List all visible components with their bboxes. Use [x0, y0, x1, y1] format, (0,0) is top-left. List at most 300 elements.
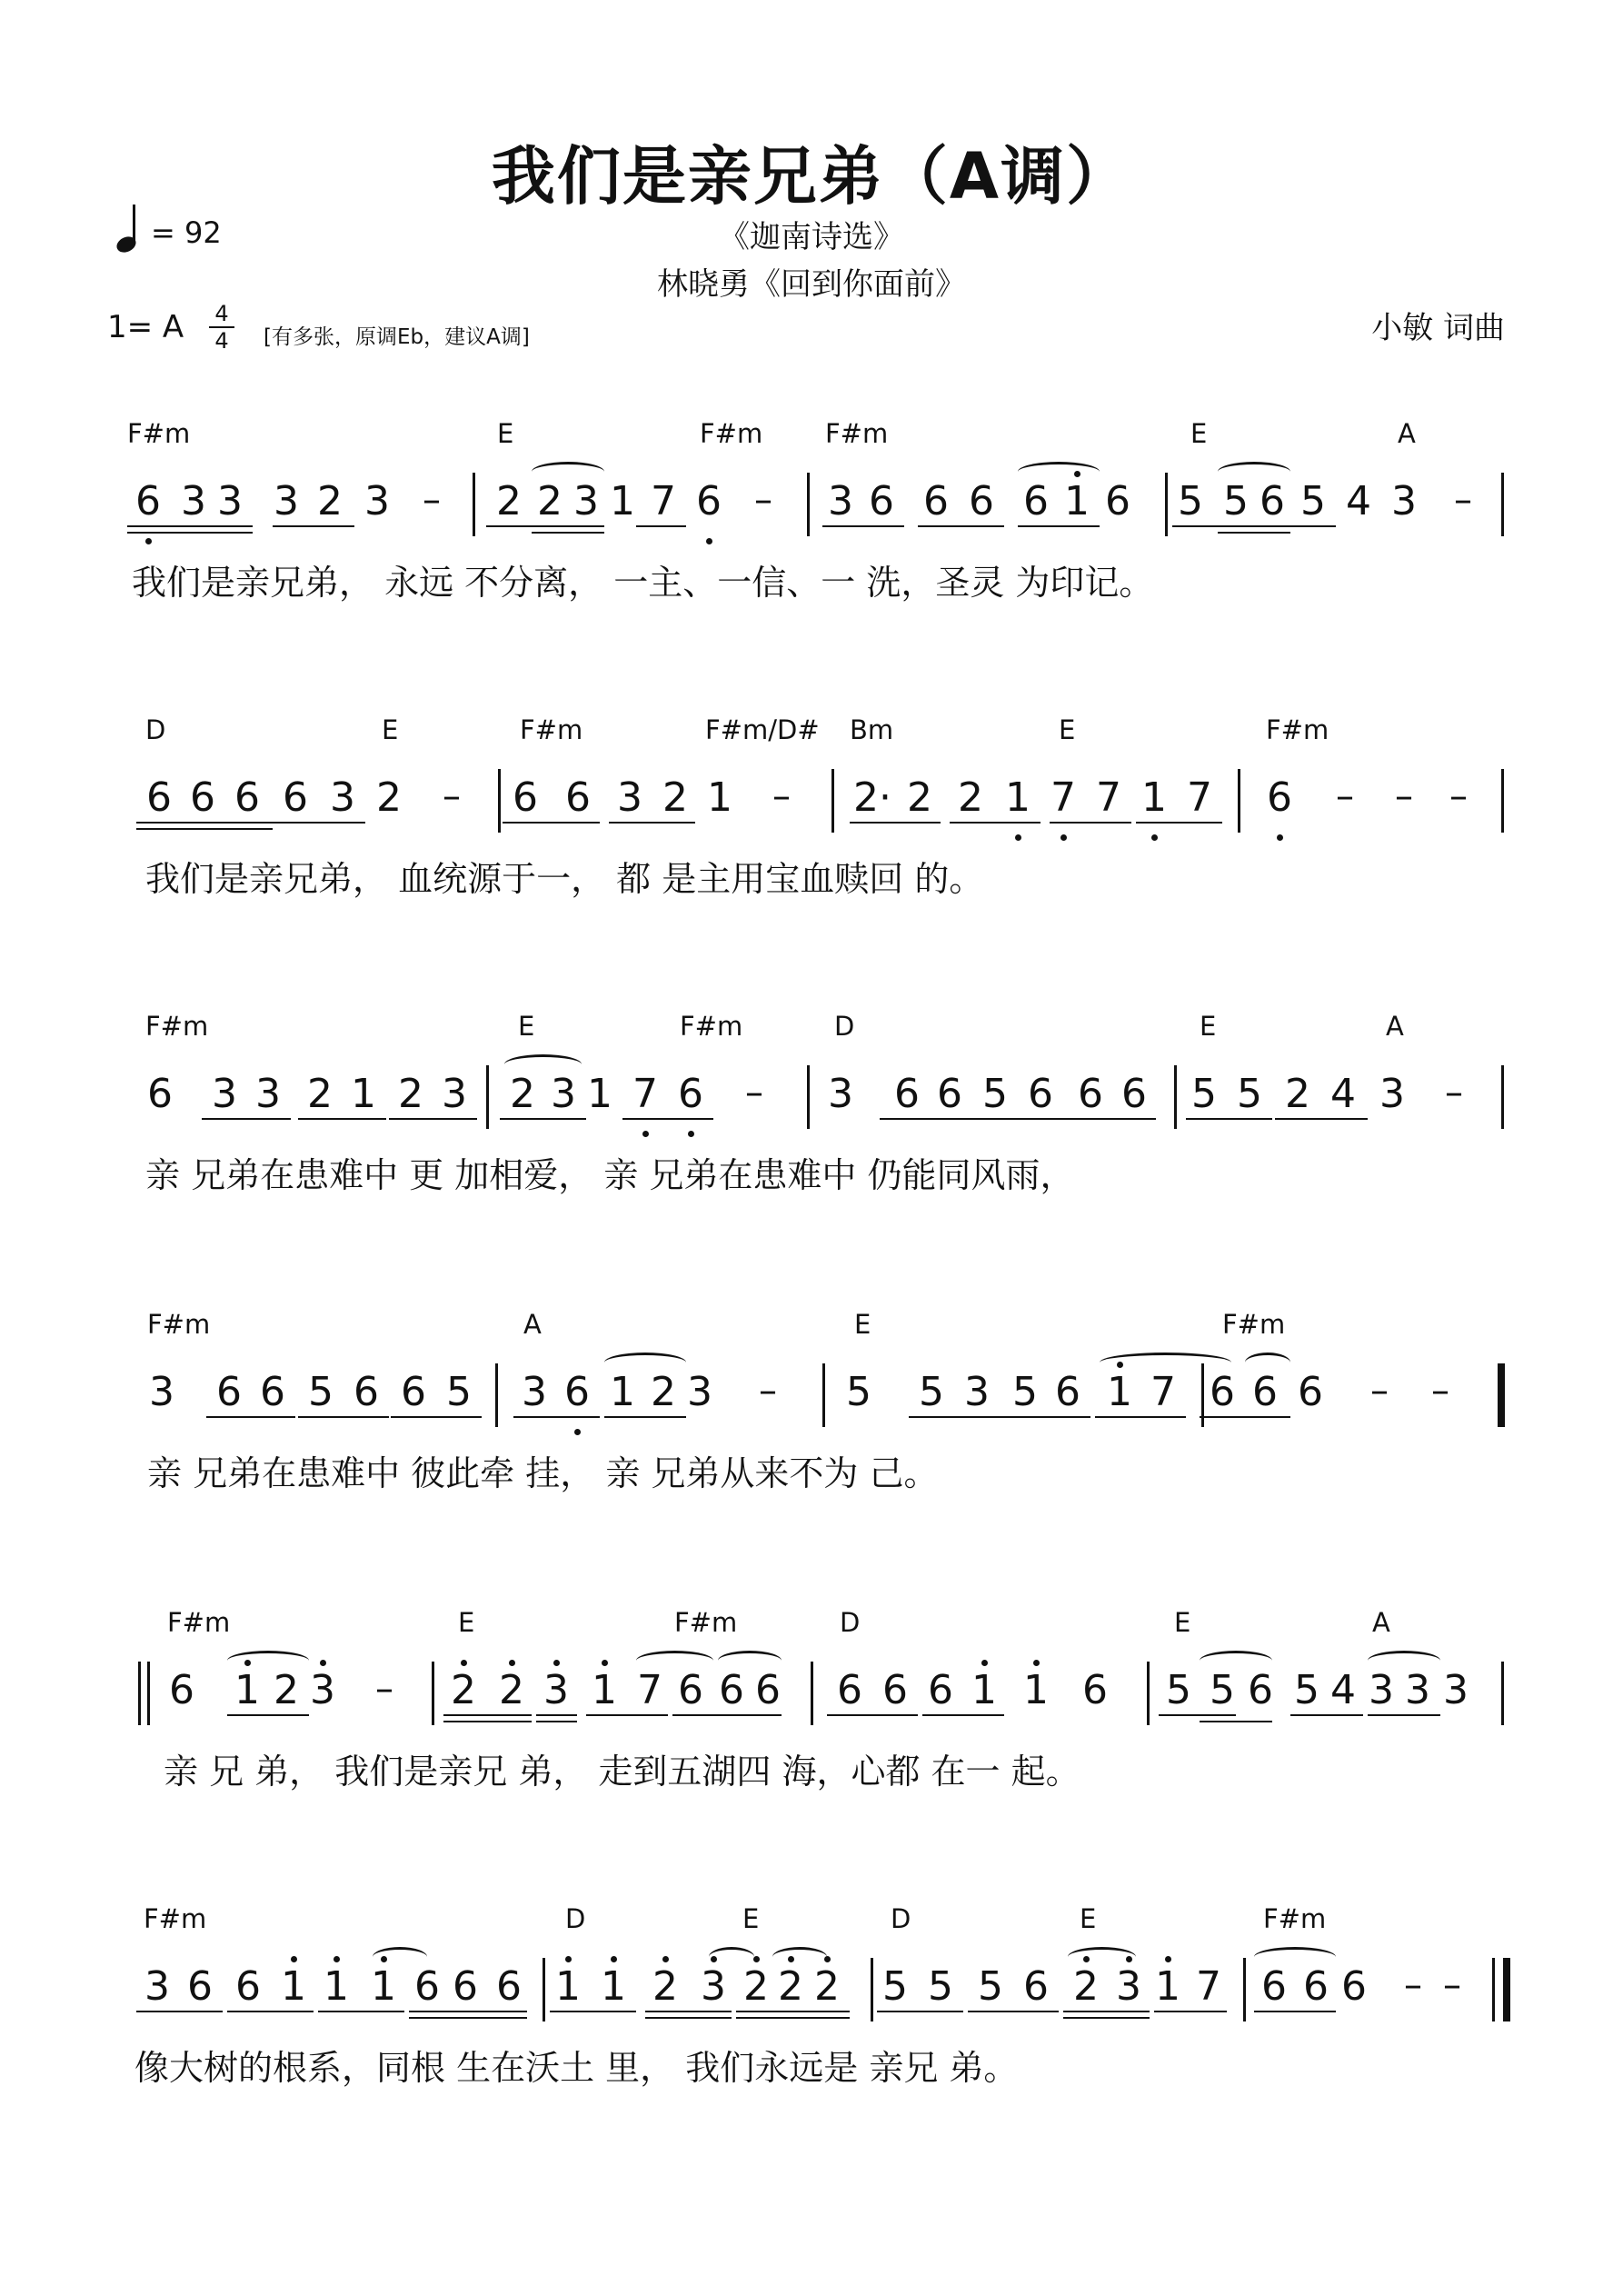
chord-symbol: F#m: [680, 1011, 743, 1042]
note-digit: 6: [1260, 478, 1285, 524]
bar-line: [1501, 1065, 1504, 1129]
sustain-dash: –: [745, 1072, 763, 1113]
lyric-line: 像大树的根系，同根 生在沃土 里， 我们永远是 亲兄 弟。: [134, 2048, 1019, 2088]
score-section: [0, 418, 1623, 709]
bar-line: [498, 769, 501, 833]
note-digit: 3: [255, 1071, 281, 1117]
chord-symbol: F#m: [167, 1607, 231, 1638]
beam-line: [202, 1118, 291, 1120]
note-digit: 6: [755, 1667, 781, 1713]
upper-octave-dot: [711, 1956, 717, 1962]
note-digit: 7: [1096, 774, 1121, 821]
chord-symbol: F#m: [674, 1607, 738, 1638]
chord-symbol: F#m: [700, 418, 763, 449]
beam-line: [1159, 1714, 1236, 1716]
beam-line: [298, 1416, 389, 1418]
note-digit: 6: [564, 1369, 590, 1415]
upper-octave-dot: [1033, 1660, 1040, 1666]
upper-octave-dot: [788, 1956, 794, 1962]
beam-line: [877, 2011, 963, 2012]
chord-symbol: D: [840, 1607, 861, 1638]
note-digit: 6: [496, 1963, 522, 2010]
beam-line: [513, 1416, 600, 1418]
note-digit: 7: [632, 1071, 658, 1117]
key-signature: 1= A: [107, 309, 184, 345]
beam-line: [586, 1714, 668, 1716]
tempo-value: = 92: [151, 215, 222, 250]
beam-line: [136, 2011, 223, 2012]
note-digit: 3: [442, 1071, 467, 1117]
bar-line: [486, 1065, 489, 1129]
note-digit: 5: [1012, 1369, 1038, 1415]
sustain-dash: –: [1445, 1072, 1463, 1113]
beam-line: [1368, 1714, 1440, 1716]
note-digit: 5: [882, 1963, 908, 2010]
key-note: [有多张，原调Eb，建议A调]: [264, 325, 530, 349]
note-digit: 6: [146, 774, 172, 821]
upper-octave-dot: [1126, 1956, 1132, 1962]
tie-arc: [636, 1651, 713, 1671]
beam-line: [1018, 525, 1100, 527]
beam-line: [922, 1714, 1004, 1716]
note-digit: 6: [1082, 1667, 1108, 1713]
note-digit: 1: [592, 1667, 617, 1713]
sustain-dash: –: [1454, 479, 1472, 521]
beam-line: [880, 1118, 972, 1120]
note-digit: 2: [907, 774, 932, 821]
note-digit: 5: [978, 1963, 1003, 2010]
beam-line: [1200, 1416, 1290, 1418]
upper-octave-dot: [565, 1956, 572, 1962]
note-digit: 5: [1223, 478, 1249, 524]
note-digit: 6: [1303, 1963, 1329, 2010]
bar-line: [138, 1662, 141, 1725]
note-digit: 6: [1121, 1071, 1147, 1117]
note-digit: 4: [1330, 1667, 1356, 1713]
note-digit: 6: [923, 478, 949, 524]
sustain-dash: –: [1404, 1964, 1422, 2006]
note-digit: 2: [651, 1369, 676, 1415]
chord-symbol: E: [458, 1607, 475, 1638]
beam-line: [950, 822, 1041, 824]
beam-line: [500, 1118, 586, 1120]
beam-line: [1218, 532, 1290, 534]
lower-octave-dot: [688, 1131, 694, 1137]
beam-line: [318, 2011, 404, 2012]
beam-line: [1154, 2011, 1227, 2012]
time-signature: [209, 303, 234, 352]
note-digit: 4: [1330, 1071, 1356, 1117]
note-digit: 2: [537, 478, 563, 524]
chord-symbol: A: [1386, 1011, 1404, 1042]
score-section: [0, 1309, 1623, 1600]
note-digit: 5: [1191, 1071, 1217, 1117]
note-digit: 1: [281, 1963, 306, 2010]
note-digit: 2: [778, 1963, 803, 2010]
upper-octave-dot: [981, 1660, 988, 1666]
source-line: 《迦南诗选》: [719, 219, 904, 255]
sustain-dash: –: [1370, 1370, 1389, 1412]
note-digit: 1: [555, 1963, 581, 2010]
note-digit: 2: [307, 1071, 333, 1117]
chord-symbol: E: [1190, 418, 1208, 449]
chord-symbol: D: [891, 1903, 911, 1934]
note-digit: 2: [662, 774, 688, 821]
note-digit: 6: [869, 478, 894, 524]
beam-line: [1200, 1721, 1272, 1722]
beam-line: [968, 2011, 1059, 2012]
bar-line: [1243, 1958, 1246, 2021]
note-digit: 6: [837, 1667, 862, 1713]
bar-line: [1147, 1662, 1150, 1725]
note-digit: 6: [147, 1071, 173, 1117]
note-digit: 6: [1252, 1369, 1278, 1415]
beam-line: [609, 822, 695, 824]
note-digit: 6: [135, 478, 161, 524]
bar-line: [811, 1662, 813, 1725]
chord-symbol: E: [1059, 714, 1076, 745]
upper-octave-dot: [1083, 1956, 1090, 1962]
note-digit: 6: [235, 1963, 261, 2010]
beam-line: [486, 525, 604, 527]
note-digit: 6: [1078, 1071, 1103, 1117]
note-digit: 6: [1298, 1369, 1323, 1415]
beam-line: [273, 525, 354, 527]
note-digit: 2: [814, 1963, 840, 2010]
lower-octave-dot: [1277, 834, 1283, 841]
score-section: [0, 1607, 1623, 1898]
chord-symbol: F#m: [1263, 1903, 1327, 1934]
chord-symbol: E: [1200, 1011, 1217, 1042]
note-digit: 3: [617, 774, 642, 821]
beam-line: [391, 1416, 482, 1418]
note-digit: 1: [1064, 478, 1090, 524]
lower-octave-dot: [1151, 834, 1158, 841]
note-digit: 5: [1237, 1071, 1262, 1117]
note-digit: 3: [181, 478, 206, 524]
note-digit: 6: [1055, 1369, 1080, 1415]
beam-line: [389, 1118, 477, 1120]
chord-symbol: E: [854, 1309, 871, 1340]
upper-octave-dot: [244, 1660, 251, 1666]
score-section: [0, 1011, 1623, 1302]
lower-octave-dot: [1060, 834, 1067, 841]
note-digit: 3: [212, 1071, 237, 1117]
note-digit: 6: [414, 1963, 440, 2010]
note-digit: 3: [701, 1963, 726, 2010]
sustain-dash: –: [1443, 1964, 1461, 2006]
upper-octave-dot: [824, 1956, 831, 1962]
beam-line: [1095, 1416, 1186, 1418]
lower-octave-dot: [574, 1429, 581, 1435]
note-digit: 6: [696, 478, 722, 524]
chord-symbol: F#m: [144, 1903, 207, 1934]
note-digit: 1: [601, 1963, 626, 2010]
upper-octave-dot: [509, 1660, 515, 1666]
beam-line: [1063, 2017, 1150, 2019]
chord-symbol: D: [834, 1011, 855, 1042]
note-digit: 2: [451, 1667, 476, 1713]
note-digit: 1: [234, 1667, 260, 1713]
note-digit: 3: [274, 478, 299, 524]
score-section: [0, 714, 1623, 1005]
chord-symbol: F#m: [1222, 1309, 1286, 1340]
sustain-dash: –: [443, 775, 461, 817]
note-digit: 6: [1210, 1369, 1235, 1415]
note-digit: 3: [144, 1963, 170, 2010]
note-digit: 3: [828, 478, 853, 524]
beam-line: [672, 1714, 782, 1716]
tie-arc: [1368, 1651, 1440, 1671]
beam-line: [636, 525, 686, 527]
sustain-dash: –: [1395, 775, 1413, 817]
note-digit: 1: [610, 478, 635, 524]
sustain-dash: –: [1336, 775, 1354, 817]
note-digit: 4: [1346, 478, 1371, 524]
time-signature-bottom: 4: [214, 328, 229, 354]
beam-line: [1186, 1118, 1272, 1120]
bar-line: [1501, 769, 1504, 833]
note-digit: 1: [587, 1071, 612, 1117]
note-digit: 5: [1166, 1667, 1191, 1713]
beam-line: [227, 1714, 309, 1716]
chord-symbol: E: [1080, 1903, 1097, 1934]
bar-line: [1165, 473, 1168, 536]
bar-line: [432, 1662, 434, 1725]
note-digit: 6: [453, 1963, 478, 2010]
beam-line: [298, 1118, 386, 1120]
note-digit: 1: [1107, 1369, 1132, 1415]
chord-symbol: E: [742, 1903, 760, 1934]
note-digit: 6: [234, 774, 260, 821]
note-digit: 3: [1405, 1667, 1430, 1713]
note-digit: 6: [513, 774, 538, 821]
note-digit: 3: [543, 1667, 569, 1713]
note-digit: 1: [1005, 774, 1031, 821]
note-digit: 6: [1028, 1071, 1053, 1117]
note-digit: 3: [217, 478, 243, 524]
note-digit: 2: [398, 1071, 423, 1117]
chord-symbol: F#m: [520, 714, 583, 745]
beam-line: [409, 2011, 527, 2012]
note-digit: 3: [964, 1369, 990, 1415]
note-digit: 6: [1023, 1963, 1049, 2010]
bar-line: [1174, 1065, 1177, 1129]
note-digit: 2: [510, 1071, 535, 1117]
upper-octave-dot: [553, 1660, 560, 1666]
beam-line: [273, 822, 365, 824]
lower-octave-dot: [706, 538, 712, 544]
chord-symbol: F#m: [825, 418, 889, 449]
beam-line: [1063, 1118, 1156, 1120]
composer-credit: 小敏 词曲: [1371, 310, 1505, 346]
note-digit: 6: [894, 1071, 920, 1117]
note-digit: 1: [1155, 1963, 1180, 2010]
tie-arc: [504, 1054, 582, 1074]
note-digit: 3: [573, 478, 599, 524]
note-digit: 6: [353, 1369, 379, 1415]
beam-line: [822, 525, 904, 527]
note-digit: 3: [1379, 1071, 1405, 1117]
sustain-dash: –: [772, 775, 791, 817]
note-digit: 2: [1073, 1963, 1099, 2010]
reference-line: 林晓勇《回到你面前》: [657, 266, 966, 303]
tie-arc: [1200, 1651, 1272, 1671]
note-digit: 3: [1391, 478, 1417, 524]
upper-octave-dot: [1117, 1362, 1123, 1368]
note-digit: 5: [1300, 478, 1326, 524]
note-digit: 6: [1023, 478, 1049, 524]
tie-arc: [1018, 462, 1100, 482]
upper-octave-dot: [461, 1660, 467, 1666]
note-digit: 1: [324, 1963, 349, 2010]
note-digit: 5: [1178, 478, 1203, 524]
tie-arc: [718, 1651, 782, 1671]
beam-line: [850, 822, 941, 824]
tie-arc: [532, 462, 604, 482]
note-digit: 3: [551, 1071, 576, 1117]
sustain-dash: –: [1449, 775, 1468, 817]
upper-octave-dot: [381, 1956, 387, 1962]
note-digit: 6: [190, 774, 215, 821]
tie-arc: [1254, 1947, 1336, 1967]
note-digit: 2·: [853, 774, 891, 821]
chord-symbol: F#m: [147, 1309, 211, 1340]
beam-line: [409, 2017, 527, 2019]
beam-line: [127, 525, 253, 527]
beam-line: [536, 1721, 577, 1722]
beam-line: [227, 2011, 314, 2012]
note-digit: 3: [828, 1071, 853, 1117]
note-digit: 6: [260, 1369, 285, 1415]
beam-line: [136, 828, 273, 830]
note-digit: 2: [1285, 1071, 1310, 1117]
beam-line: [443, 1721, 532, 1722]
beam-line: [1275, 1118, 1368, 1120]
beam-line: [503, 822, 600, 824]
chord-symbol: Bm: [850, 714, 894, 745]
beam-line: [206, 1416, 295, 1418]
note-digit: 5: [1294, 1667, 1319, 1713]
beam-line: [136, 822, 273, 824]
note-digit: 3: [1369, 1667, 1394, 1713]
score-section: [0, 1903, 1623, 2194]
bar-line: [1501, 473, 1504, 536]
note-digit: 6: [678, 1071, 703, 1117]
note-digit: 2: [376, 774, 402, 821]
note-digit: 2: [274, 1667, 299, 1713]
bar-line: [1492, 1958, 1495, 2021]
lyric-line: 亲 兄弟在患难中 更 加相爱， 亲 兄弟在患难中 仍能同风雨，: [145, 1155, 1075, 1195]
beam-line: [550, 2011, 636, 2012]
lower-octave-dot: [1015, 834, 1021, 841]
note-digit: 6: [283, 774, 308, 821]
tie-arc: [772, 1947, 827, 1967]
chord-symbol: D: [565, 1903, 586, 1934]
chord-symbol: E: [497, 418, 514, 449]
tie-arc: [1245, 1353, 1290, 1373]
note-digit: 3: [149, 1369, 174, 1415]
note-digit: 6: [1248, 1667, 1273, 1713]
upper-octave-dot: [662, 1956, 669, 1962]
note-digit: 3: [310, 1667, 335, 1713]
note-digit: 5: [982, 1071, 1008, 1117]
note-digit: 6: [1267, 774, 1292, 821]
note-digit: 5: [919, 1369, 944, 1415]
lower-octave-dot: [145, 538, 152, 544]
beam-line: [1063, 2011, 1150, 2012]
bar-line: [495, 1363, 498, 1427]
beam-line: [645, 2011, 732, 2012]
sustain-dash: –: [375, 1668, 393, 1710]
note-digit: 2: [317, 478, 343, 524]
beam-line: [622, 1118, 713, 1120]
beam-line: [827, 1714, 918, 1716]
note-digit: 7: [637, 1667, 662, 1713]
beam-line: [909, 1416, 1000, 1418]
beam-line: [736, 2011, 850, 2012]
chord-symbol: F#m: [127, 418, 191, 449]
note-digit: 1: [371, 1963, 396, 2010]
bar-line: [807, 473, 810, 536]
beam-line: [918, 525, 1004, 527]
bar-line: [1501, 1662, 1504, 1725]
sustain-dash: –: [423, 479, 441, 521]
note-digit: 2: [743, 1963, 769, 2010]
note-digit: 3: [687, 1369, 712, 1415]
bar-line: [871, 1958, 873, 2021]
tie-arc: [604, 1353, 686, 1373]
note-digit: 1: [610, 1369, 635, 1415]
lyric-line: 亲 兄 弟， 我们是亲兄 弟， 走到五湖四 海，心都 在一 起。: [164, 1752, 1080, 1792]
note-digit: 7: [1196, 1963, 1221, 2010]
chord-symbol: E: [1174, 1607, 1191, 1638]
note-digit: 6: [937, 1071, 962, 1117]
note-digit: 3: [330, 774, 355, 821]
note-digit: 1: [351, 1071, 376, 1117]
beam-line: [1000, 1416, 1090, 1418]
note-digit: 1: [707, 774, 732, 821]
beam-line: [604, 1416, 686, 1418]
chord-symbol: E: [518, 1011, 535, 1042]
bar-line: [807, 1065, 810, 1129]
beam-line: [736, 2017, 850, 2019]
note-digit: 7: [1150, 1369, 1176, 1415]
chord-symbol: D: [145, 714, 166, 745]
beam-line: [1050, 822, 1131, 824]
bar-line: [1498, 1363, 1505, 1427]
note-digit: 1: [1141, 774, 1167, 821]
lyric-line: 我们是亲兄弟， 血统源于一， 都 是主用宝血赎回 的。: [145, 859, 984, 899]
upper-octave-dot: [1165, 1956, 1171, 1962]
bar-line: [1238, 769, 1240, 833]
bar-line: [147, 1662, 150, 1725]
lower-octave-dot: [642, 1131, 649, 1137]
beam-line: [532, 532, 604, 534]
note-digit: 6: [1105, 478, 1130, 524]
chord-symbol: F#m: [1266, 714, 1329, 745]
note-digit: 2: [958, 774, 983, 821]
chord-symbol: A: [1398, 418, 1416, 449]
note-digit: 6: [169, 1667, 194, 1713]
note-digit: 3: [364, 478, 390, 524]
note-digit: 6: [678, 1667, 703, 1713]
note-digit: 6: [969, 478, 994, 524]
chord-symbol: E: [382, 714, 399, 745]
note-digit: 5: [928, 1963, 953, 2010]
note-digit: 6: [928, 1667, 953, 1713]
sustain-dash: –: [754, 479, 772, 521]
